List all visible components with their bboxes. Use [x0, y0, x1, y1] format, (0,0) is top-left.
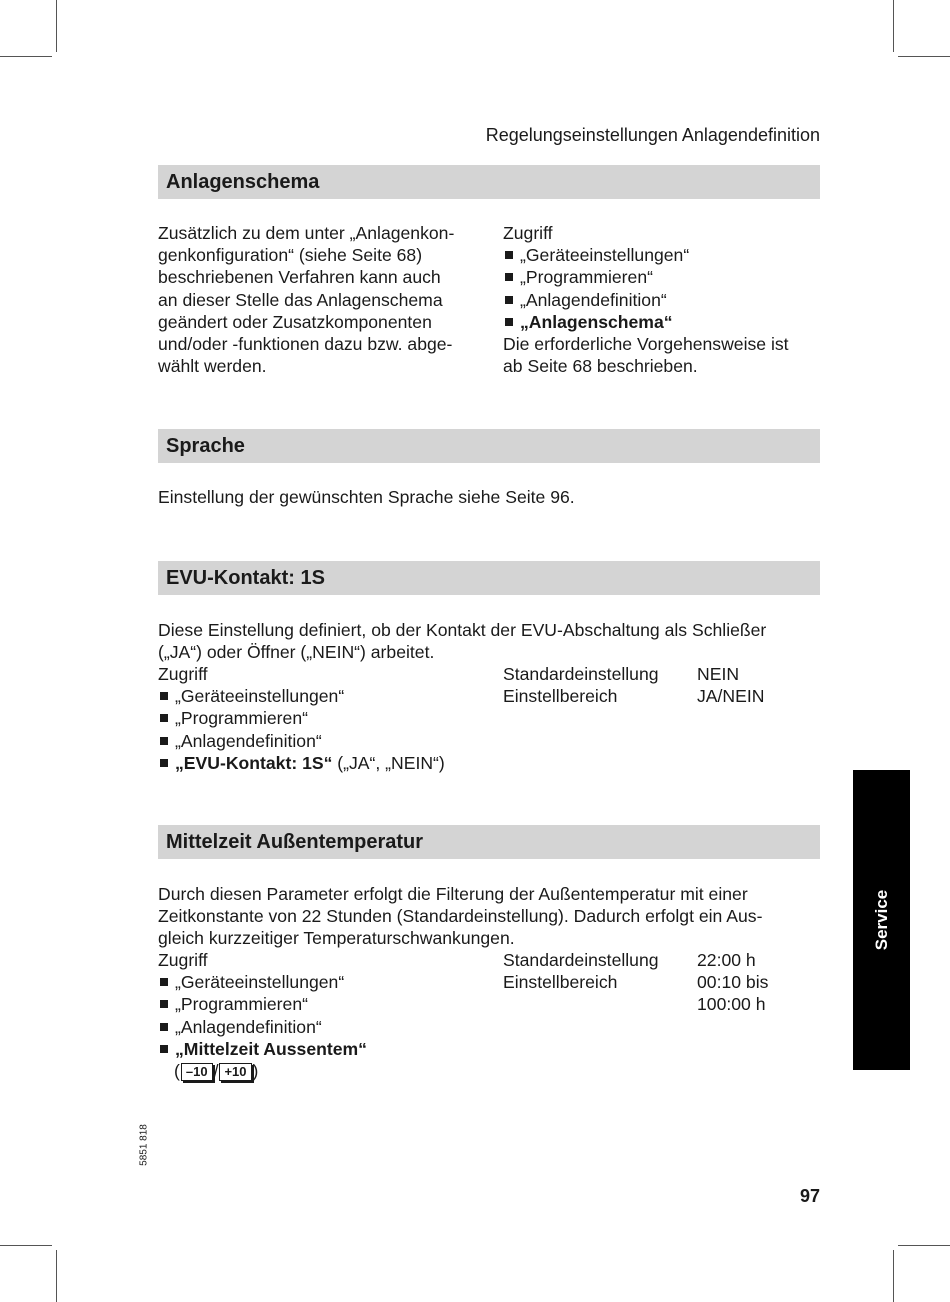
- setting-value: 100:00 h: [697, 994, 766, 1015]
- text-line: Diese Einstellung definiert, ob der Kontakt der EVU-Abschaltung als Schließer: [158, 620, 767, 640]
- text-line: beschriebenen Verfahren kann auch: [158, 267, 441, 288]
- setting-value: 22:00 h: [697, 950, 756, 970]
- setting-value: NEIN: [697, 664, 740, 684]
- text-line: Durch diesen Parameter erfolgt die Filterung der Außentemperatur mit einer: [158, 884, 748, 904]
- access-label: Zugriff: [158, 950, 208, 970]
- bullet-icon: [160, 978, 168, 986]
- bullet-icon: [160, 759, 168, 767]
- bullet-icon: [505, 273, 513, 281]
- text-line: genkonfiguration“ (siehe Seite 68): [158, 245, 423, 266]
- access-item: „Geräteeinstellungen“: [158, 971, 367, 993]
- crop-mark: [898, 1245, 950, 1246]
- bullet-icon: [160, 1023, 168, 1031]
- crop-mark: [893, 1250, 894, 1302]
- text-line: Zusätzlich zu dem unter „Anlagenkon-: [158, 223, 455, 243]
- text-line: an dieser Stelle das Anlagenschema: [158, 289, 443, 310]
- text-line: geändert oder Zusatzkomponenten: [158, 311, 432, 332]
- mittelzeit-access: [158, 949, 367, 1082]
- crop-mark: [56, 1250, 57, 1302]
- section-heading-evu-kontakt: EVU-Kontakt: 1S: [158, 561, 820, 595]
- bullet-icon: [160, 692, 168, 700]
- section-heading-sprache: Sprache: [158, 429, 820, 463]
- access-label: Zugriff: [158, 664, 208, 684]
- access-item: „Geräteeinstellungen“: [158, 685, 445, 707]
- mittelzeit-settings-values: [697, 949, 768, 1016]
- setting-value: JA/NEIN: [697, 686, 765, 707]
- bullet-icon: [160, 714, 168, 722]
- text-line: und/oder -funktionen dazu bzw. abge-: [158, 334, 453, 355]
- key-hint: ( –10 / +10 ): [174, 1061, 259, 1082]
- crop-mark: [0, 56, 52, 57]
- text-line: Die erforderliche Vorgehensweise ist: [503, 334, 789, 355]
- crop-mark: [0, 1245, 52, 1246]
- access-item: „Geräteeinstellungen“: [503, 244, 789, 266]
- access-item: „Programmieren“: [158, 993, 367, 1015]
- section-heading-anlagenschema: Anlagenschema: [158, 165, 820, 199]
- page-number: 97: [799, 1186, 820, 1206]
- bullet-icon: [505, 296, 513, 304]
- access-item: „Anlagendefinition“: [503, 289, 789, 311]
- bullet-icon: [505, 251, 513, 259]
- access-item: „Anlagendefinition“: [158, 1016, 367, 1038]
- text-line: („JA“) oder Öffner („NEIN“) arbeitet.: [158, 642, 435, 663]
- evu-access: [158, 663, 445, 774]
- crop-mark: [898, 56, 950, 57]
- access-item: „Anlagendefinition“: [158, 730, 445, 752]
- setting-label: Standardeinstellung: [503, 664, 659, 684]
- text-line: gleich kurzzeitiger Temperaturschwankungen.: [158, 928, 515, 949]
- bullet-icon: [160, 737, 168, 745]
- access-item-target: „EVU-Kontakt: 1S“ („JA“, „NEIN“): [158, 752, 445, 774]
- minus-10-key: –10: [181, 1063, 213, 1081]
- text-line: Zeitkonstante von 22 Stunden (Standardeinstellung). Dadurch erfolgt ein Aus-: [158, 906, 763, 927]
- text-line: wählt werden.: [158, 356, 267, 377]
- anlagenschema-description: [158, 222, 454, 377]
- access-item: „Programmieren“: [503, 266, 789, 288]
- access-item: „Programmieren“: [158, 707, 445, 729]
- access-item-target: „Mittelzeit Aussentem“: [158, 1038, 367, 1060]
- mittelzeit-description: [158, 883, 762, 950]
- section-heading-mittelzeit: Mittelzeit Außentemperatur: [158, 825, 820, 859]
- crop-mark: [56, 0, 57, 52]
- access-label: Zugriff: [503, 223, 553, 243]
- anlagenschema-access: [503, 222, 789, 377]
- running-header: Regelungseinstellungen Anlagendefinition: [485, 125, 820, 145]
- service-side-tab: [853, 770, 910, 1070]
- setting-label: Einstellbereich: [503, 972, 618, 993]
- evu-settings-values: [697, 663, 764, 707]
- bullet-icon: [160, 1045, 168, 1053]
- plus-10-key: +10: [219, 1063, 251, 1081]
- text-line: ab Seite 68 beschrieben.: [503, 356, 698, 377]
- evu-settings-labels: [503, 663, 659, 707]
- bullet-icon: [160, 1000, 168, 1008]
- service-tab-label: Service: [871, 889, 891, 951]
- evu-description: [158, 619, 766, 663]
- document-number: 5851 818: [138, 1124, 150, 1166]
- mittelzeit-settings-labels: [503, 949, 659, 993]
- access-item-target: „Anlagenschema“: [503, 311, 789, 333]
- setting-label: Standardeinstellung: [503, 950, 659, 970]
- text-line: Einstellung der gewünschten Sprache siehe Seite 96.: [158, 487, 575, 507]
- bullet-icon: [505, 318, 513, 326]
- crop-mark: [893, 0, 894, 52]
- setting-value: 00:10 bis: [697, 972, 769, 993]
- sprache-text: [158, 486, 575, 508]
- setting-label: Einstellbereich: [503, 686, 618, 707]
